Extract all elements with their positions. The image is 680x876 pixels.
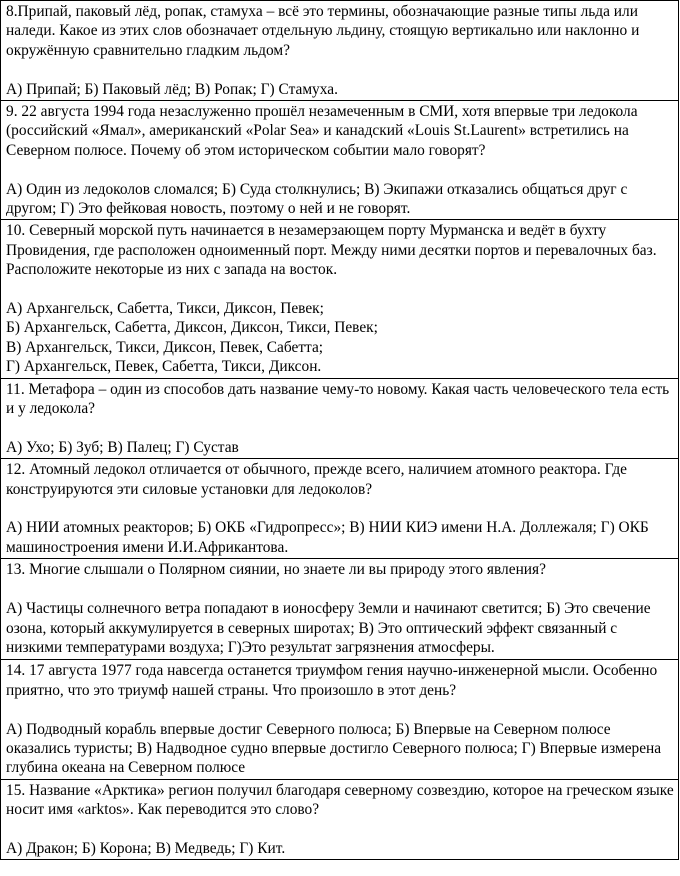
question-spacer [6, 820, 674, 839]
question-row-13 [1, 559, 679, 660]
question-row-8 [1, 1, 679, 101]
question-spacer [6, 280, 674, 299]
question-spacer [6, 580, 674, 599]
question-spacer [6, 499, 674, 518]
answer-options: А) Один из ледоколов сломался; Б) Суда столкнулись; В) Экипажи отказались общаться друг с другом; Г) Это фейковая новость, поэтому о ней и не говорят. [6, 180, 628, 218]
question-cell [1, 101, 679, 220]
answer-option-d: Г) Архангельск, Певек, Сабетта, Тикси, Диксон. [6, 358, 322, 376]
question-spacer [6, 700, 674, 719]
answer-option-a: А) Архангельск, Сабетта, Тикси, Диксон, Певек; [6, 300, 324, 318]
answer-option-b: Б) Архангельск, Сабетта, Диксон, Диксон, Тикси, Певек; [6, 319, 378, 337]
answer-options: А) Подводный корабль впервые достиг Северного полюса; Б) Впервые на Северном полюсе оказались туристы; В) Надводное судно впервые достигло Северного полюса; Г) Впервые измерена глубина океана на Северном полюсе [6, 720, 662, 777]
question-cell [1, 220, 679, 378]
answer-options: А) Припай; Б) Паковый лёд; В) Ропак; Г) Стамуха. [6, 80, 338, 98]
answer-options: А) Дракон; Б) Корона; В) Медведь; Г) Кит. [6, 839, 286, 857]
question-row-9 [1, 101, 679, 220]
question-spacer [6, 60, 674, 79]
question-text: 11. Метафора – один из способов дать название чему-то новому. Какая часть человеческого тела есть и у ледокола? [6, 380, 670, 418]
question-cell [1, 459, 679, 559]
answer-options: А) Частицы солнечного ветра попадают в ионосферу Земли и начинают светится; Б) Это свечение озона, который аккумулируется в северных широтах; В) Это оптический эффект связанный с низкими температурами воздуха; Г)Это результат загрязнения атмосферы. [6, 600, 651, 656]
question-row-14 [1, 660, 679, 779]
question-text: 14. 17 августа 1977 года навсегда останется триумфом гения научно-инженерной мысли. Особенно приятно, что это триумф нашей страны. Что произошло в этот день? [6, 662, 658, 699]
question-text: 13. Многие слышали о Полярном сиянии, но знаете ли вы природу этого явления? [6, 561, 546, 579]
answer-option-c: В) Архангельск, Тикси, Диксон, Певек, Сабетта; [6, 338, 324, 356]
question-spacer [6, 418, 674, 437]
answer-options: А) Ухо; Б) Зуб; В) Палец; Г) Сустав [6, 438, 239, 456]
question-row-10 [1, 220, 679, 378]
answer-options: А) НИИ атомных реакторов; Б) ОКБ «Гидропресс»; В) НИИ КИЭ имени Н.А. Доллежаля; Г) ОКБ машиностроения имени И.И.Африкантова. [6, 519, 649, 556]
question-cell [1, 779, 679, 860]
question-row-15 [1, 779, 679, 860]
quiz-table-body [1, 1, 679, 860]
question-text: 9. 22 августа 1994 года незаслуженно прошёл незамеченным в СМИ, хотя впервые три ледокола (российский «Ямал», американский «Polar Sea» и канадский «Louis St.Laurent» встретились на Северном полюсе. Почему об этом историческом событии мало говорят? [6, 103, 638, 159]
question-text: 10. Северный морской путь начинается в незамерзающем порту Мурманска и ведёт в бухту Провидения, где расположен одноименный порт. Между ними десятки портов и перевалочных баз. Расположите некоторые из них с запада на восток. [6, 222, 657, 279]
question-cell [1, 559, 679, 660]
question-text: 15. Название «Арктика» регион получил благодаря северному созвездию, которое на греческом языке носит имя «arktos». Как переводится это слово? [6, 781, 674, 819]
question-cell [1, 1, 679, 101]
question-text: 8.Припай, паковый лёд, ропак, стамуха – всё это термины, обозначающие разные типы льда или наледи. Какое из этих слов обозначает отдельную льдину, стоящую вертикально или наклонно и окружённую сравнительно гладким льдом? [6, 3, 640, 59]
question-spacer [6, 160, 674, 179]
question-text: 12. Атомный ледокол отличается от обычного, прежде всего, наличием атомного реактора. Где конструируются эти силовые установки для ледоколов? [6, 461, 627, 498]
question-cell [1, 378, 679, 459]
question-row-11 [1, 378, 679, 459]
question-row-12 [1, 459, 679, 559]
question-cell [1, 660, 679, 779]
